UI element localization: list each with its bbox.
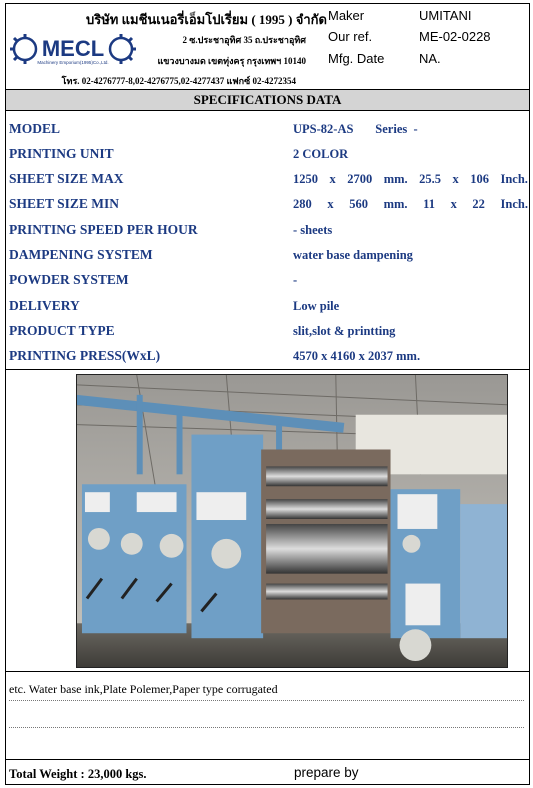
spec-label: SHEET SIZE MIN (9, 196, 120, 211)
spec-part: 280 (293, 197, 312, 211)
spec-row-delivery (6, 293, 529, 318)
spec-part: 22 (472, 197, 485, 211)
footer (6, 759, 529, 785)
company-address-1: 2 ซ.ประชาอุทิศ 35 ถ.ประชาอุทิศ (182, 35, 306, 45)
spec-value (293, 172, 528, 187)
spec-part: 560 (349, 197, 368, 211)
header (6, 4, 529, 92)
dotted-line (9, 727, 524, 728)
note-text: etc. Water base ink,Plate Polemer,Paper type corrugated (9, 682, 278, 696)
spec-row-powder (6, 267, 529, 292)
spec-row-dampening (6, 242, 529, 267)
company-address-2: แขวงบางมด เขตทุ่งครุ กรุงเทพฯ 10140 (157, 56, 306, 66)
spec-row-press-size (6, 343, 529, 368)
specs-table (6, 114, 529, 370)
spec-label: SHEET SIZE MAX (9, 171, 124, 186)
spec-row-model (6, 116, 529, 141)
company-phone: โทร. 02-4276777-8,02-4276775,02-4277437 แฟกซ์ 02-4272354 (61, 76, 296, 86)
dotted-line (9, 700, 524, 701)
machine-photo (76, 374, 508, 668)
spec-part: 2700 (347, 172, 373, 186)
ref-value: ME-02-0228 (419, 29, 491, 44)
spec-label: PRODUCT TYPE (9, 323, 115, 338)
spec-part: mm. (383, 197, 408, 211)
spec-label: PRINTING SPEED PER HOUR (9, 222, 198, 237)
spec-label: MODEL (9, 121, 61, 136)
maker-value: UMITANI (419, 8, 472, 23)
prepare-by: prepare by (294, 765, 359, 780)
total-weight: Total Weight : 23,000 kgs. (9, 767, 147, 781)
spec-value: 4570 x 4160 x 2037 mm. (293, 349, 421, 363)
logo-subtext: Machinery Emporium(1995)Co.,Ltd. (37, 60, 109, 65)
spec-row-printing-speed (6, 217, 529, 242)
maker-label: Maker (328, 8, 365, 23)
spec-sheet (5, 3, 530, 785)
mecl-logo (10, 32, 136, 66)
spec-label: DAMPENING SYSTEM (9, 247, 153, 262)
mfg-date-label: Mfg. Date (328, 51, 385, 66)
spec-row-sheet-size-max (6, 166, 529, 191)
page-title: SPECIFICATIONS DATA (6, 89, 529, 111)
spec-part: 1250 (293, 172, 318, 186)
spec-part: 25.5 (419, 172, 442, 186)
spec-part: mm. (383, 172, 408, 186)
photo-frame (6, 369, 529, 671)
spec-value: Low pile (293, 299, 340, 313)
company-name: บริษัท แมชีนเนอรี่เอ็มโปเรี่ยม ( 1995 ) จำกัด (86, 12, 327, 27)
spec-value (293, 197, 528, 212)
spec-part: x (327, 197, 334, 211)
spec-row-product-type (6, 318, 529, 343)
spec-label: PRINTING PRESS(WxL) (9, 348, 161, 363)
spec-part: x (450, 197, 457, 211)
notes-area (6, 671, 529, 759)
ref-label: Our ref. (328, 29, 373, 44)
spec-value: - (293, 273, 298, 287)
spec-value: 2 COLOR (293, 147, 349, 161)
logo-text: MECL (41, 36, 105, 61)
spec-value: slit,slot & printting (293, 324, 396, 338)
spec-row-printing-unit (6, 141, 529, 166)
spec-label: POWDER SYSTEM (9, 272, 129, 287)
spec-part: Inch. (500, 172, 528, 186)
spec-label: PRINTING UNIT (9, 146, 114, 161)
spec-value: UPS-82-AS Series - (293, 122, 418, 136)
spec-part: x (452, 172, 459, 186)
spec-label: DELIVERY (9, 298, 80, 313)
spec-row-sheet-size-min (6, 191, 529, 216)
spec-part: x (329, 172, 336, 186)
mfg-date-value: NA. (419, 51, 441, 66)
spec-part: Inch. (500, 197, 528, 211)
spec-part: 106 (470, 172, 489, 186)
spec-value: water base dampening (293, 248, 413, 262)
spec-part: 11 (423, 197, 435, 211)
spec-value: - sheets (293, 223, 333, 237)
